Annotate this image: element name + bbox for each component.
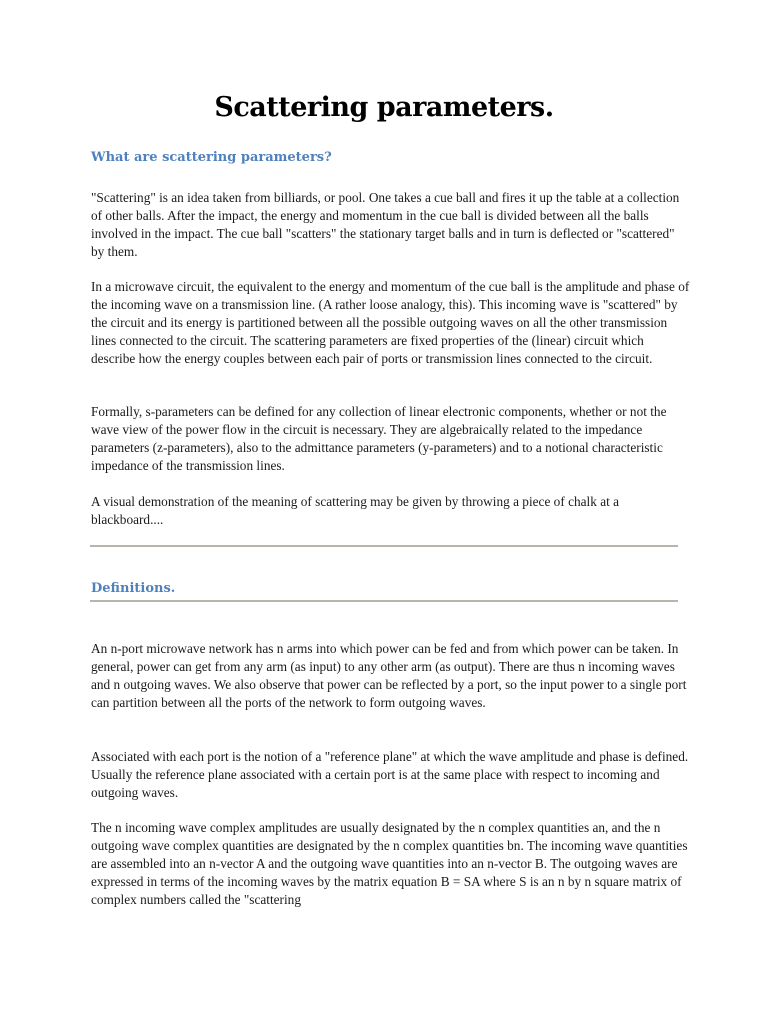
section-divider-bottom xyxy=(90,600,678,602)
section-heading-what-are: What are scattering parameters? xyxy=(91,150,332,165)
paragraph-formal-definition: Formally, s-parameters can be defined for any collection of linear electronic components, whether or not the wave view of the power flow in the circuit is necessary. They are algebraically related to the impedance parameters (z-parameters), also to the admittance parameters (y-parameters) and to a notional characteristic impedance of the transmission lines. xyxy=(91,404,667,473)
section-divider-top xyxy=(90,545,678,547)
section-heading-definitions: Definitions. xyxy=(91,581,176,596)
document-title: Scattering parameters. xyxy=(214,92,554,123)
paragraph-wave-amplitudes: The n incoming wave complex amplitudes are usually designated by the n complex quantities an, and the n outgoing wave complex quantities are designated by the n complex quantities bn. The incoming wave quantities are assembled into an n-vector A and the outgoing wave quantities into an n-vector B. The outgoing waves are expressed in terms of the incoming waves by the matrix equation B = SA where S is an n by n square matrix of complex numbers called the "scattering xyxy=(91,820,688,907)
paragraph-scattering-billiards: "Scattering" is an idea taken from billiards, or pool. One takes a cue ball and fires it up the table at a collection of other balls. After the impact, the energy and momentum in the cue ball is divided between all the balls involved in the impact. The cue ball "scatters" the stationary target balls and in turn is deflected or "scattered" by them. xyxy=(91,190,680,259)
paragraph-microwave-circuit: In a microwave circuit, the equivalent to the energy and momentum of the cue ball is the amplitude and phase of the incoming wave on a transmission line. (A rather loose analogy, this). This incoming wave is "scattered" by the circuit and its energy is partitioned between all the possible outgoing waves on all the other transmission lines connected to the circuit. The scattering parameters are fixed properties of the (linear) circuit which describe how the energy couples between each pair of ports or transmission lines connected to the circuit. xyxy=(91,279,690,366)
paragraph-reference-plane: Associated with each port is the notion of a "reference plane" at which the wave amplitude and phase is defined. Usually the reference plane associated with a certain port is at the same place with respect to incoming and outgoing waves. xyxy=(91,749,689,800)
paragraph-visual-demonstration: A visual demonstration of the meaning of scattering may be given by throwing a piece of chalk at a blackboard.... xyxy=(91,494,620,527)
paragraph-n-port-network: An n-port microwave network has n arms into which power can be fed and from which power can be taken. In general, power can get from any arm (as input) to any other arm (as output). There are thus n incoming waves and n outgoing waves. We also observe that power can be reflected by a port, so the input power to a single port can partition between all the ports of the network to form outgoing waves. xyxy=(91,641,687,710)
